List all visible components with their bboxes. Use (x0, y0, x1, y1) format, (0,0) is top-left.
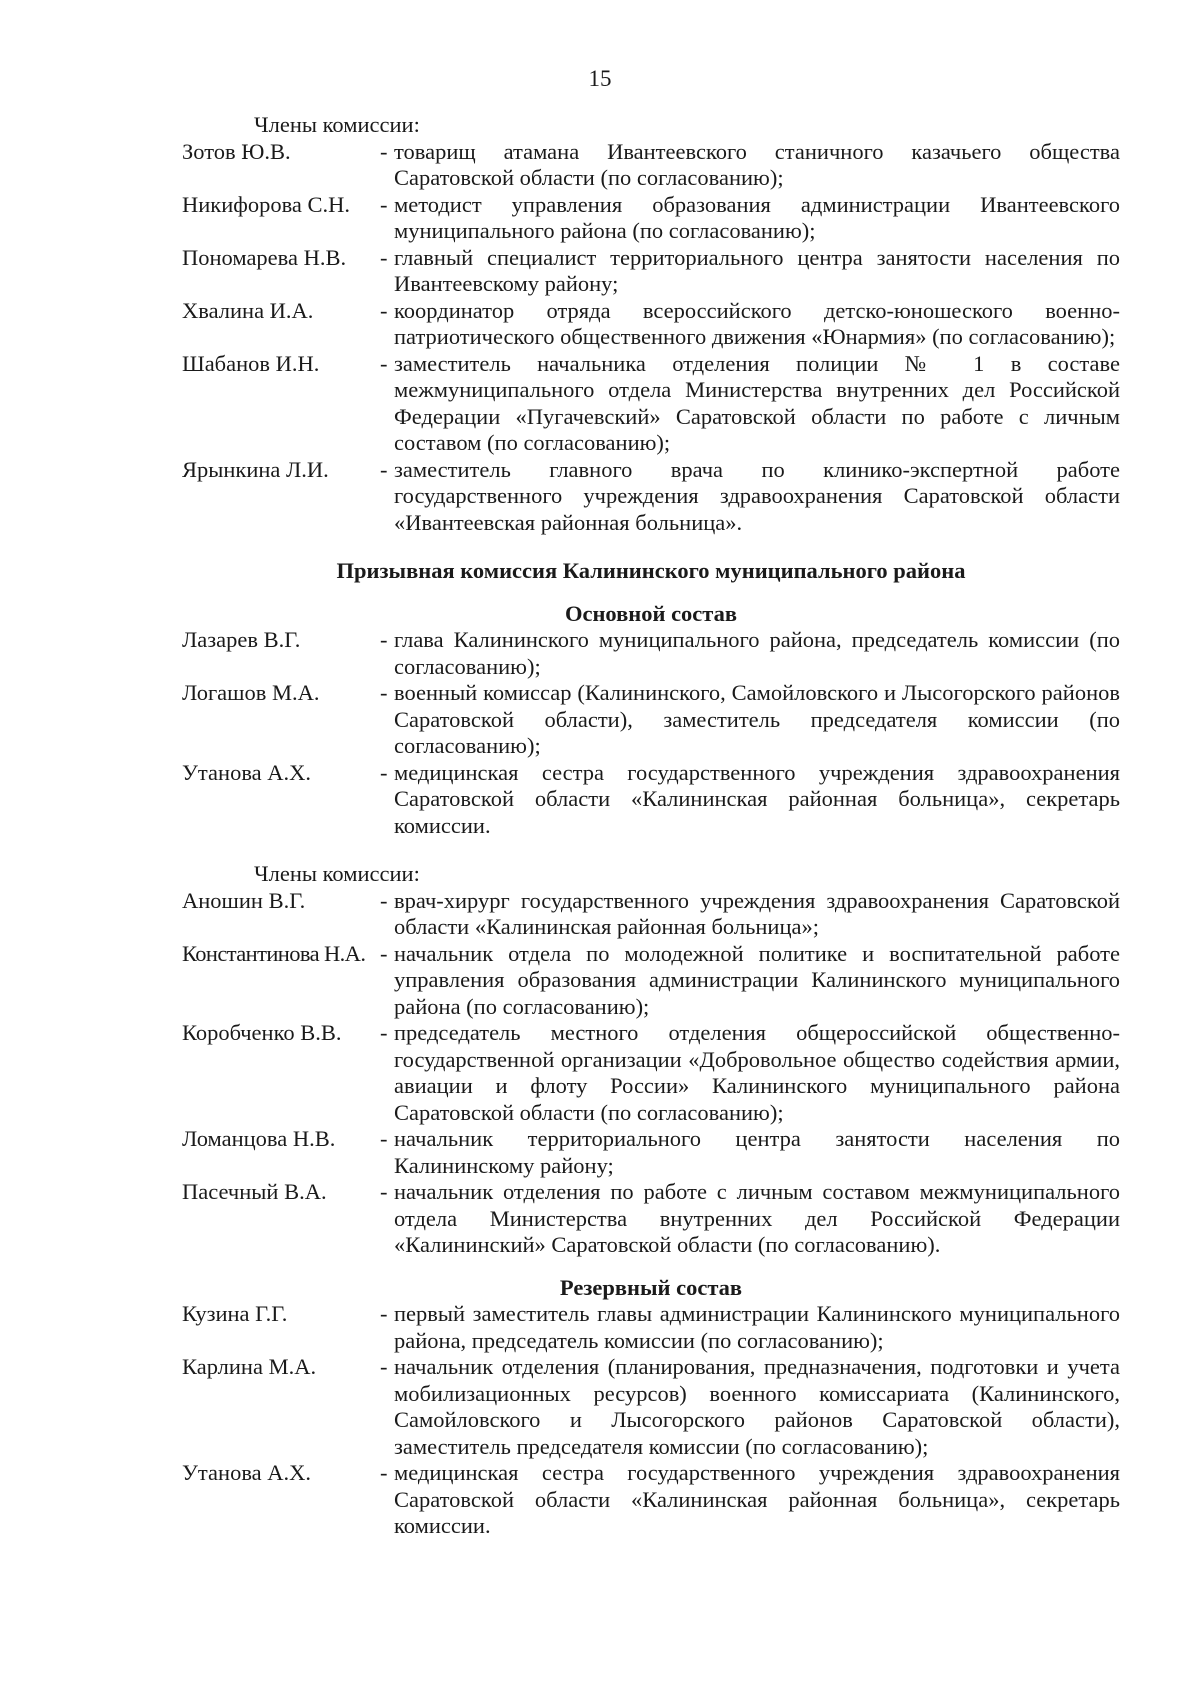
member-description: товарищ атамана Ивантеевского станичного казачьего общества Саратовской области (по согласованию); (394, 138, 1120, 190)
member-name: Зотов Ю.В. (182, 138, 291, 164)
member-description: методист управления образования администрации Ивантеевского муниципального района (по согласованию); (394, 191, 1120, 243)
member-name: Пономарева Н.В. (182, 244, 347, 270)
member-name: Шабанов И.Н. (182, 350, 320, 376)
member-name: Ломанцова Н.В. (182, 1126, 336, 1151)
member-dash: - (380, 680, 388, 705)
member-name: Утанова А.Х. (182, 1460, 312, 1485)
member-row (182, 245, 1120, 298)
page-number: 15 (588, 66, 612, 91)
reserve-composition-title: Резервный состав (559, 1274, 743, 1300)
member-row (182, 760, 1120, 840)
member-dash: - (380, 940, 388, 966)
member-description: заместитель главного врача по клинико-экспертной работе государственного учреждения здравоохранения Саратовской области «Ивантеевская районная больница». (394, 456, 1120, 535)
member-name: Никифорова С.Н. (182, 191, 351, 217)
member-name: Лазарев В.Г. (182, 627, 301, 652)
member-row (182, 1179, 1120, 1259)
member-description: первый заместитель главы администрации Калининского муниципального района, председатель комиссии (по согласованию); (394, 1301, 1120, 1353)
member-row (182, 680, 1120, 760)
member-row (182, 457, 1120, 537)
member-dash: - (380, 138, 388, 164)
member-name: Логашов М.А. (182, 680, 320, 705)
member-name: Ярынкина Л.И. (182, 456, 329, 482)
member-dash: - (380, 297, 388, 323)
member-description: врач-хирург государственного учреждения здравоохранения Саратовской области «Калининская районная больница»; (394, 887, 1120, 939)
member-row (182, 1460, 1120, 1540)
member-dash: - (380, 627, 388, 652)
member-dash: - (380, 456, 388, 482)
member-row (182, 1301, 1120, 1354)
member-description: глава Калининского муниципального района, председатель комиссии (по согласованию); (394, 627, 1120, 679)
member-description: медицинская сестра государственного учреждения здравоохранения Саратовской области «Калининская районная больница», секретарь комиссии. (394, 1460, 1120, 1538)
main-composition-title: Основной состав (564, 600, 738, 626)
commission-title: Призывная комиссия Калининского муниципального района (336, 558, 966, 583)
member-name: Кузина Г.Г. (182, 1301, 288, 1326)
member-dash: - (380, 887, 388, 913)
member-dash: - (380, 191, 388, 217)
document-body (182, 112, 1120, 1540)
member-dash: - (380, 244, 388, 270)
member-dash: - (380, 1301, 388, 1326)
member-row (182, 192, 1120, 245)
member-dash: - (380, 350, 388, 376)
member-name: Константинова Н.А. (182, 940, 366, 966)
member-row (182, 627, 1120, 680)
member-name: Коробченко В.В. (182, 1020, 342, 1045)
member-description: начальник отделения по работе с личным составом межмуниципального отдела Министерства внутренних дел Российской Федерации «Калининский» Саратовской области (по согласованию). (394, 1179, 1120, 1257)
member-dash: - (380, 1460, 388, 1485)
member-description: главный специалист территориального центра занятости населения по Ивантеевскому району; (394, 244, 1120, 296)
member-row (182, 888, 1120, 941)
members-heading: Члены комиссии: (254, 861, 420, 886)
member-row (182, 139, 1120, 192)
member-dash: - (380, 1179, 388, 1204)
member-description: медицинская сестра государственного учреждения здравоохранения Саратовской области «Калининская районная больница», секретарь комиссии. (394, 759, 1120, 838)
member-row (182, 1354, 1120, 1460)
member-description: заместитель начальника отделения полиции № 1 в составе межмуниципального отдела Министерства внутренних дел Российской Федерации «Пугачевский» Саратовской области по работе с личным составом (по согласованию); (394, 350, 1120, 455)
member-row (182, 941, 1120, 1021)
member-row (182, 298, 1120, 351)
member-row (182, 1126, 1120, 1179)
member-name: Карлина М.А. (182, 1354, 317, 1379)
member-description: координатор отряда всероссийского детско-юношеского военно-патриотического общественного движения «Юнармия» (по согласованию); (394, 297, 1120, 349)
member-row (182, 1020, 1120, 1126)
member-dash: - (380, 1020, 388, 1045)
member-dash: - (380, 1354, 388, 1379)
member-description: начальник территориального центра занятости населения по Калининскому району; (394, 1126, 1120, 1178)
member-name: Аношин В.Г. (182, 887, 306, 913)
member-description: председатель местного отделения общероссийской общественно-государственной организации «Добровольное общество содействия армии, авиации и флоту России» Калининского муниципального района Саратовской области (по согласованию); (394, 1020, 1120, 1125)
member-name: Хвалина И.А. (182, 297, 314, 323)
members-heading: Члены комиссии: (254, 112, 420, 137)
member-description: начальник отдела по молодежной политике и воспитательной работе управления образования администрации Калининского муниципального района (по согласованию); (394, 940, 1120, 1019)
member-row (182, 351, 1120, 457)
member-name: Утанова А.Х. (182, 759, 312, 785)
member-dash: - (380, 759, 388, 785)
member-name: Пасечный В.А. (182, 1179, 327, 1204)
member-description: начальник отделения (планирования, предназначения, подготовки и учета мобилизационных ресурсов) военного комиссариата (Калининского, Самойловского и Лысогорского районов Саратовской области), заместитель председателя комиссии (по согласованию); (394, 1354, 1120, 1459)
member-description: военный комиссар (Калининского, Самойловского и Лысогорского районов Саратовской области), заместитель председателя комиссии (по согласованию); (394, 680, 1120, 758)
member-dash: - (380, 1126, 388, 1151)
